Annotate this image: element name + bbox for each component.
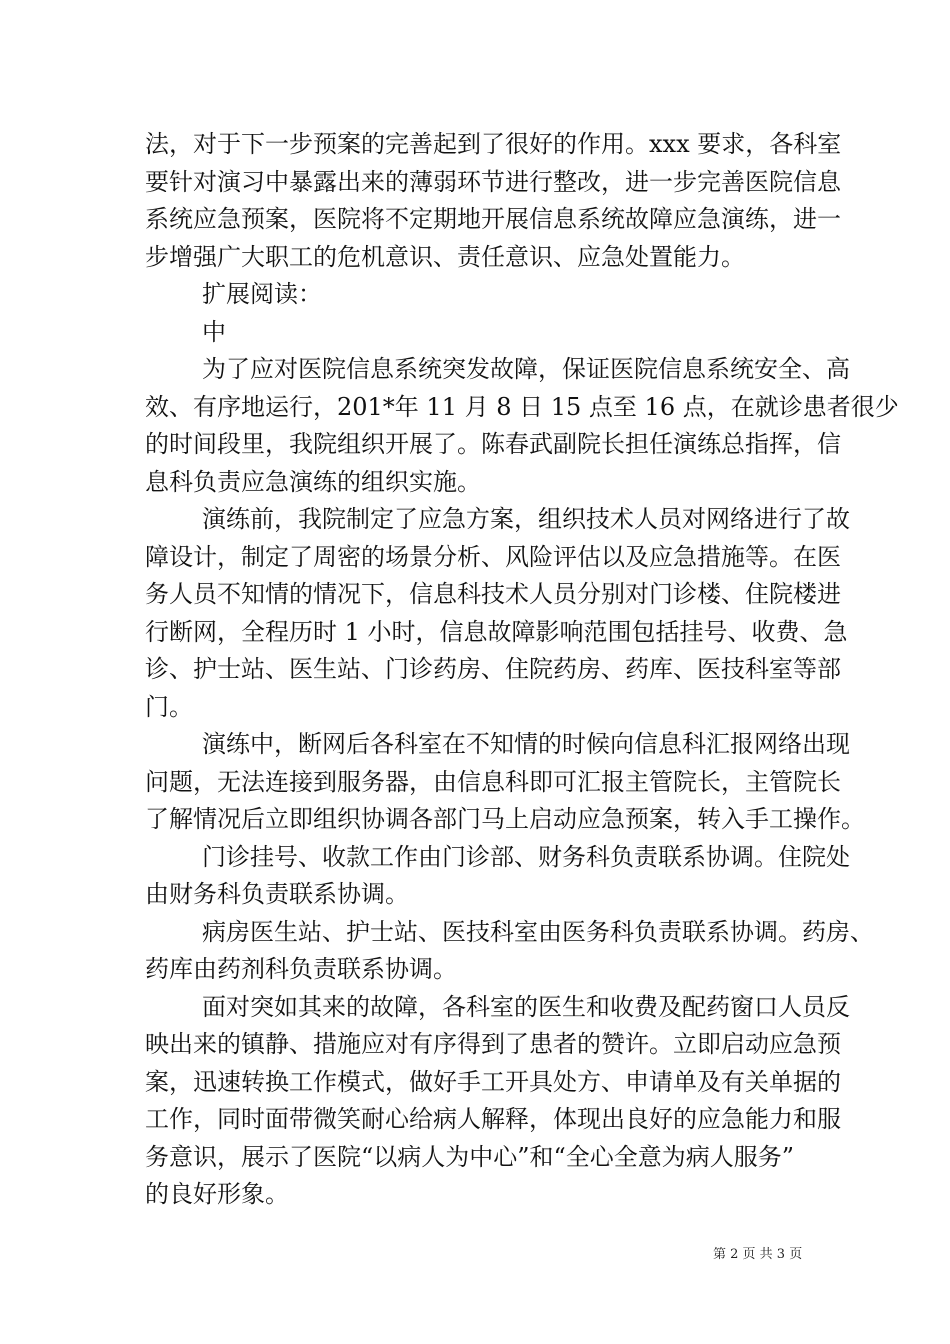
paragraph-line: 病房医生站、护士站、医技科室由医务科负责联系协调。药房、 [202,918,874,946]
paragraph-line: 门诊挂号、收款工作由门诊部、财务科负责联系协调。住院处 [202,843,850,871]
page-number-footer: 第 2 页 共 3 页 [713,1247,803,1262]
paragraph-line: 的时间段里，我院组织开展了。陈春武副院长担任演练总指挥，信 [145,430,841,458]
section-label: 扩展阅读： [202,280,322,308]
paragraph-line: 法，对于下一步预案的完善起到了很好的作用。xxx 要求，各科室 [145,130,842,158]
paragraph-line: 为了应对医院信息系统突发故障，保证医院信息系统安全、高 [202,355,850,383]
paragraph-line: 步增强广大职工的危机意识、责任意识、应急处置能力。 [145,243,745,271]
paragraph-line: 系统应急预案，医院将不定期地开展信息系统故障应急演练，进一 [145,205,841,233]
paragraph-line: 演练前，我院制定了应急方案，组织技术人员对网络进行了故 [202,505,850,533]
paragraph-line: 务意识，展示了医院“以病人为中心”和“全心全意为病人服务” [145,1143,795,1171]
paragraph-line: 诊、护士站、医生站、门诊药房、住院药房、药库、医技科室等部 [145,655,841,683]
paragraph-line: 息科负责应急演练的组织实施。 [145,468,481,496]
paragraph-line: 门。 [145,693,193,721]
paragraph-line: 效、有序地运行，201*年 11 月 8 日 15 点至 16 点，在就诊患者很少 [145,393,899,421]
paragraph-line: 务人员不知情的情况下，信息科技术人员分别对门诊楼、住院楼进 [145,580,841,608]
paragraph-line: 问题，无法连接到服务器，由信息科即可汇报主管院长，主管院长 [145,768,841,796]
paragraph-line: 的良好形象。 [145,1180,289,1208]
paragraph-line: 面对突如其来的故障，各科室的医生和收费及配药窗口人员反 [202,993,850,1021]
paragraph-line: 障设计，制定了周密的场景分析、风险评估以及应急措施等。在医 [145,543,841,571]
paragraph-line: 行断网，全程历时 1 小时，信息故障影响范围包括挂号、收费、急 [145,618,848,646]
paragraph-line: 演练中，断网后各科室在不知情的时候向信息科汇报网络出现 [202,730,850,758]
section-heading: 中 [202,318,226,346]
paragraph-line: 工作，同时面带微笑耐心给病人解释，体现出良好的应急能力和服 [145,1105,841,1133]
paragraph-line: 由财务科负责联系协调。 [145,880,409,908]
paragraph-line: 了解情况后立即组织协调各部门马上启动应急预案，转入手工操作。 [145,805,865,833]
paragraph-line: 药库由药剂科负责联系协调。 [145,955,457,983]
paragraph-line: 映出来的镇静、措施应对有序得到了患者的赞许。立即启动应急预 [145,1030,841,1058]
paragraph-line: 要针对演习中暴露出来的薄弱环节进行整改，进一步完善医院信息 [145,168,841,196]
paragraph-line: 案，迅速转换工作模式，做好手工开具处方、申请单及有关单据的 [145,1068,841,1096]
